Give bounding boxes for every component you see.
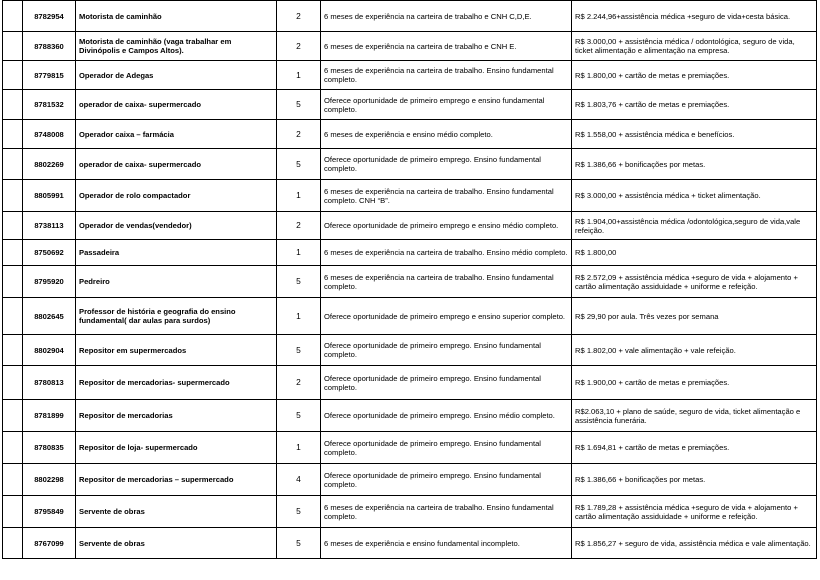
vacancy-count: 2 bbox=[277, 32, 321, 61]
row-marker-cell bbox=[3, 212, 23, 240]
job-requirements: Oferece oportunidade de primeiro emprego e ensino médio completo. bbox=[321, 212, 572, 240]
row-marker-cell bbox=[3, 496, 23, 528]
job-salary-benefits: R$ 1.386,66 + bonificações por metas. bbox=[572, 464, 817, 496]
job-salary-benefits: R$ 1.386,66 + bonificações por metas. bbox=[572, 149, 817, 180]
job-code: 8802645 bbox=[23, 298, 76, 335]
table-row bbox=[3, 335, 817, 366]
job-requirements: Oferece oportunidade de primeiro emprego. Ensino fundamental completo. bbox=[321, 366, 572, 400]
vacancy-count: 5 bbox=[277, 400, 321, 432]
job-title: Pedreiro bbox=[76, 266, 277, 298]
job-requirements: Oferece oportunidade de primeiro emprego e ensino superior completo. bbox=[321, 298, 572, 335]
vacancy-count: 5 bbox=[277, 335, 321, 366]
job-table-body bbox=[3, 1, 817, 559]
job-title: Professor de história e geografia do ensino fundamental( dar aulas para surdos) bbox=[76, 298, 277, 335]
job-salary-benefits: R$ 1.800,00 bbox=[572, 240, 817, 266]
job-code: 8738113 bbox=[23, 212, 76, 240]
job-salary-benefits: R$ 1.900,00 + cartão de metas e premiações. bbox=[572, 366, 817, 400]
row-marker-cell bbox=[3, 90, 23, 120]
table-row bbox=[3, 149, 817, 180]
job-title: operador de caixa- supermercado bbox=[76, 90, 277, 120]
job-requirements: Oferece oportunidade de primeiro emprego e ensino fundamental completo. bbox=[321, 90, 572, 120]
job-code: 8767099 bbox=[23, 528, 76, 559]
row-marker-cell bbox=[3, 149, 23, 180]
row-marker-cell bbox=[3, 464, 23, 496]
job-title: Servente de obras bbox=[76, 528, 277, 559]
vacancy-count: 1 bbox=[277, 432, 321, 464]
vacancy-count: 1 bbox=[277, 61, 321, 90]
row-marker-cell bbox=[3, 180, 23, 212]
job-requirements: 6 meses de experiência na carteira de trabalho e CNH C,D,E. bbox=[321, 1, 572, 32]
job-title: Servente de obras bbox=[76, 496, 277, 528]
job-title: Operador de rolo compactador bbox=[76, 180, 277, 212]
table-row bbox=[3, 528, 817, 559]
job-title: operador de caixa- supermercado bbox=[76, 149, 277, 180]
job-requirements: 6 meses de experiência e ensino médio completo. bbox=[321, 120, 572, 149]
job-title: Motorista de caminhão (vaga trabalhar em Divinópolis e Campos Altos). bbox=[76, 32, 277, 61]
table-row bbox=[3, 120, 817, 149]
job-title: Repositor de mercadorias- supermercado bbox=[76, 366, 277, 400]
vacancy-count: 1 bbox=[277, 298, 321, 335]
row-marker-cell bbox=[3, 366, 23, 400]
table-row bbox=[3, 464, 817, 496]
job-requirements: 6 meses de experiência na carteira de trabalho. Ensino fundamental completo. bbox=[321, 266, 572, 298]
job-salary-benefits: R$ 1.856,27 + seguro de vida, assistência médica e vale alimentação. bbox=[572, 528, 817, 559]
vacancy-count: 1 bbox=[277, 240, 321, 266]
table-row bbox=[3, 496, 817, 528]
job-code: 8795849 bbox=[23, 496, 76, 528]
job-code: 8748008 bbox=[23, 120, 76, 149]
job-requirements: Oferece oportunidade de primeiro emprego. Ensino fundamental completo. bbox=[321, 149, 572, 180]
vacancy-count: 2 bbox=[277, 120, 321, 149]
row-marker-cell bbox=[3, 432, 23, 464]
job-salary-benefits: R$ 1.789,28 + assistência médica +seguro de vida + alojamento + cartão alimentação assiduidade + uniforme e refeição. bbox=[572, 496, 817, 528]
job-title: Operador caixa – farmácia bbox=[76, 120, 277, 149]
job-title: Repositor de mercadorias – supermercado bbox=[76, 464, 277, 496]
job-salary-benefits: R$ 1.694,81 + cartão de metas e premiações. bbox=[572, 432, 817, 464]
row-marker-cell bbox=[3, 240, 23, 266]
table-row bbox=[3, 32, 817, 61]
job-requirements: 6 meses de experiência na carteira de trabalho e CNH E. bbox=[321, 32, 572, 61]
vacancy-count: 5 bbox=[277, 266, 321, 298]
job-code: 8779815 bbox=[23, 61, 76, 90]
table-row bbox=[3, 61, 817, 90]
row-marker-cell bbox=[3, 266, 23, 298]
vacancy-count: 5 bbox=[277, 149, 321, 180]
job-salary-benefits: R$ 2.572,09 + assistência médica +seguro de vida + alojamento + cartão alimentação assiduidade + uniforme e refeição. bbox=[572, 266, 817, 298]
job-salary-benefits: R$ 1.904,00+assistência médica /odontológica,seguro de vida,vale refeição. bbox=[572, 212, 817, 240]
job-requirements: Oferece oportunidade de primeiro emprego. Ensino fundamental completo. bbox=[321, 335, 572, 366]
job-salary-benefits: R$ 1.800,00 + cartão de metas e premiações. bbox=[572, 61, 817, 90]
table-row bbox=[3, 240, 817, 266]
job-code: 8781532 bbox=[23, 90, 76, 120]
job-requirements: 6 meses de experiência na carteira de trabalho. Ensino médio completo. bbox=[321, 240, 572, 266]
job-code: 8780835 bbox=[23, 432, 76, 464]
table-row bbox=[3, 298, 817, 335]
job-requirements: 6 meses de experiência na carteira de trabalho. Ensino fundamental completo. bbox=[321, 496, 572, 528]
job-salary-benefits: R$ 1.803,76 + cartão de metas e premiações. bbox=[572, 90, 817, 120]
job-code: 8802298 bbox=[23, 464, 76, 496]
table-row bbox=[3, 400, 817, 432]
job-salary-benefits: R$ 2.244,96+assistência médica +seguro de vida+cesta básica. bbox=[572, 1, 817, 32]
job-openings-table bbox=[2, 0, 817, 559]
table-row bbox=[3, 432, 817, 464]
job-code: 8788360 bbox=[23, 32, 76, 61]
job-title: Operador de vendas(vendedor) bbox=[76, 212, 277, 240]
row-marker-cell bbox=[3, 400, 23, 432]
job-requirements: Oferece oportunidade de primeiro emprego. Ensino médio completo. bbox=[321, 400, 572, 432]
job-title: Repositor em supermercados bbox=[76, 335, 277, 366]
vacancy-count: 1 bbox=[277, 180, 321, 212]
job-salary-benefits: R$ 3.000,00 + assistência médica + ticket alimentação. bbox=[572, 180, 817, 212]
job-requirements: 6 meses de experiência na carteira de trabalho. Ensino fundamental completo. bbox=[321, 61, 572, 90]
vacancy-count: 5 bbox=[277, 528, 321, 559]
row-marker-cell bbox=[3, 120, 23, 149]
row-marker-cell bbox=[3, 32, 23, 61]
vacancy-count: 4 bbox=[277, 464, 321, 496]
job-requirements: 6 meses de experiência e ensino fundamental incompleto. bbox=[321, 528, 572, 559]
table-row bbox=[3, 1, 817, 32]
job-title: Motorista de caminhão bbox=[76, 1, 277, 32]
job-code: 8782954 bbox=[23, 1, 76, 32]
job-title: Passadeira bbox=[76, 240, 277, 266]
job-code: 8781899 bbox=[23, 400, 76, 432]
job-code: 8805991 bbox=[23, 180, 76, 212]
job-code: 8795920 bbox=[23, 266, 76, 298]
job-salary-benefits: R$ 3.000,00 + assistência médica / odontológica, seguro de vida, ticket alimentação e alimentação na empresa. bbox=[572, 32, 817, 61]
vacancy-count: 5 bbox=[277, 90, 321, 120]
table-row bbox=[3, 212, 817, 240]
row-marker-cell bbox=[3, 528, 23, 559]
job-code: 8802904 bbox=[23, 335, 76, 366]
job-salary-benefits: R$ 1.558,00 + assistência médica e benefícios. bbox=[572, 120, 817, 149]
job-code: 8802269 bbox=[23, 149, 76, 180]
vacancy-count: 2 bbox=[277, 366, 321, 400]
job-salary-benefits: R$ 1.802,00 + vale alimentação + vale refeição. bbox=[572, 335, 817, 366]
job-title: Repositor de mercadorias bbox=[76, 400, 277, 432]
job-code: 8780813 bbox=[23, 366, 76, 400]
table-row bbox=[3, 90, 817, 120]
job-salary-benefits: R$ 29,90 por aula. Três vezes por semana bbox=[572, 298, 817, 335]
vacancy-count: 5 bbox=[277, 496, 321, 528]
row-marker-cell bbox=[3, 298, 23, 335]
vacancy-count: 2 bbox=[277, 212, 321, 240]
row-marker-cell bbox=[3, 61, 23, 90]
job-title: Operador de Adegas bbox=[76, 61, 277, 90]
job-requirements: Oferece oportunidade de primeiro emprego. Ensino fundamental completo. bbox=[321, 432, 572, 464]
table-row bbox=[3, 366, 817, 400]
row-marker-cell bbox=[3, 335, 23, 366]
job-code: 8750692 bbox=[23, 240, 76, 266]
table-row bbox=[3, 266, 817, 298]
table-row bbox=[3, 180, 817, 212]
job-salary-benefits: R$2.063,10 + plano de saúde, seguro de vida, ticket alimentação e assistência funerária. bbox=[572, 400, 817, 432]
vacancy-count: 2 bbox=[277, 1, 321, 32]
job-requirements: 6 meses de experiência na carteira de trabalho. Ensino fundamental completo. CNH “B”. bbox=[321, 180, 572, 212]
row-marker-cell bbox=[3, 1, 23, 32]
job-requirements: Oferece oportunidade de primeiro emprego. Ensino fundamental completo. bbox=[321, 464, 572, 496]
job-title: Repositor de loja- supermercado bbox=[76, 432, 277, 464]
